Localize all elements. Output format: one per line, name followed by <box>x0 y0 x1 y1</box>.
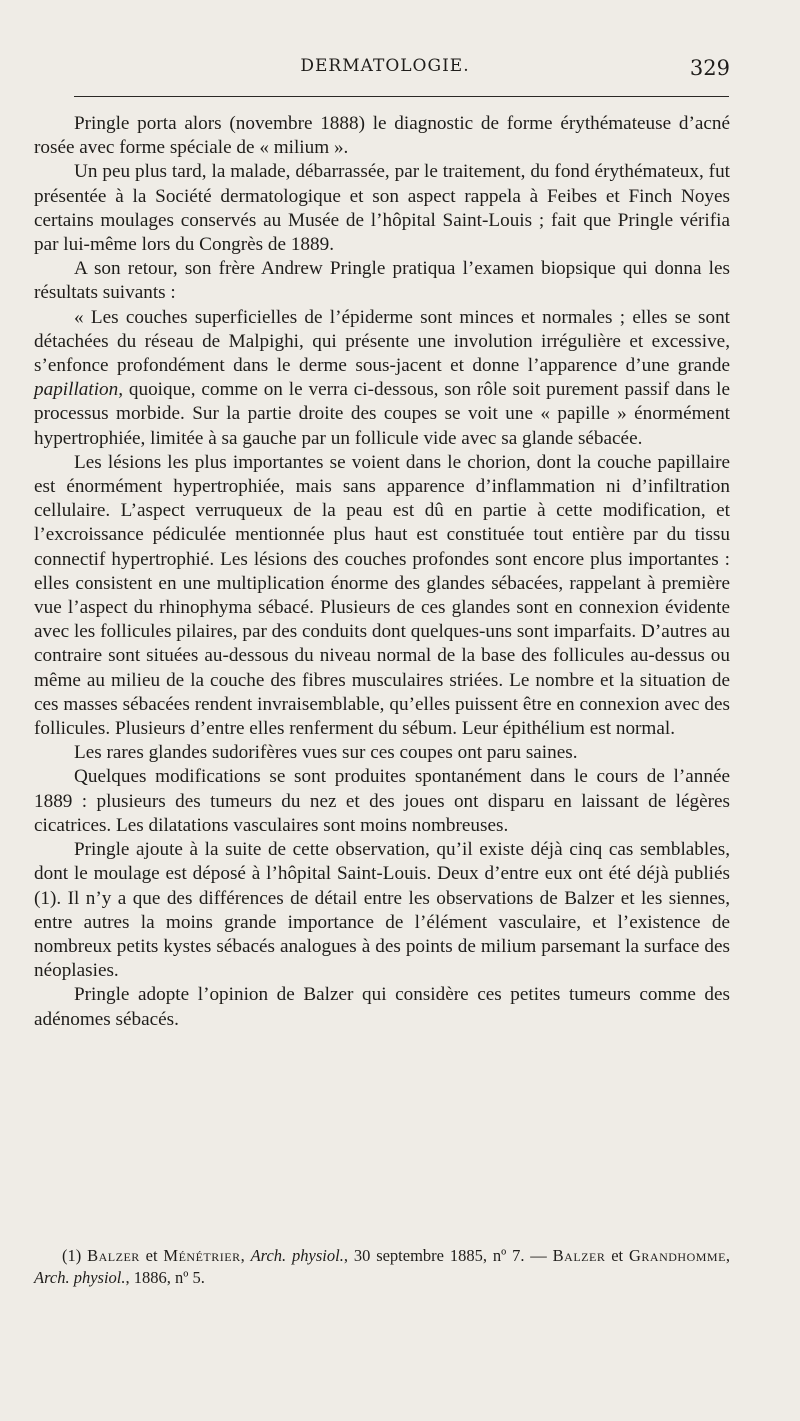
footnote-journal: Arch. physiol. <box>34 1268 126 1287</box>
paragraph-7: Quelques modifications se sont produites spontanément dans le cours de l’année 1889 : plusieurs des tumeurs du nez et des joues ont disparu en laissant de légères cicatrices. Les dilatations vasculaires sont moins nombreuses. <box>34 766 730 836</box>
page-header <box>40 56 730 86</box>
footnote-marker: (1) <box>62 1246 88 1265</box>
running-title: DERMATOLOGIE. <box>300 56 470 76</box>
body-text <box>34 112 730 1032</box>
footnote-journal: Arch. physiol. <box>250 1246 344 1265</box>
footnote-conjunction: et <box>605 1246 629 1265</box>
footnote-conjunction: et <box>139 1246 164 1265</box>
footnote-date: , 30 septembre 1885, nº 7. — <box>343 1246 553 1265</box>
footnote-author: Ménétrier <box>163 1246 241 1265</box>
paragraph-4-end: quoique, comme on le verra ci-dessous, son rôle soit purement passif dans le processus morbide. Sur la partie droite des coupes se voit une « papille » énormément hypertrophiée, limitée à sa gauche par un follicule vide avec sa glande sébacée. <box>34 379 730 449</box>
paragraph-5: Les lésions les plus importantes se voient dans le chorion, dont la couche papillaire est énormément hypertrophiée, mais sans apparence d’inflammation ni d’infiltration cellulaire. L’aspect verruqueux de la peau est dû en partie à cette modification, et l’excroissance pédiculée mentionnée plus haut est constituée tout entière par du tissu connectif hypertrophié. Les lésions des couches profondes sont encore plus importantes : elles consistent en une multiplication énorme des glandes sébacées, rappelant à première vue l’aspect du rhinophyma sébacé. Plusieurs de ces glandes sont en connexion évidente avec les follicules pilaires, par des conduits dont quelques-uns sont imparfaits. D’autres au contraire sont situées au-dessous du niveau normal de la base des follicules au-dessus ou même au milieu de la couche des fibres musculaires striées. Le nombre et la situation de ces masses sébacées rendent invraisemblable, qu’elles puissent être en connexion avec des follicules. Plusieurs d’entre elles renferment du sébum. Leur épithélium est normal. <box>34 451 730 740</box>
paragraph-2: Un peu plus tard, la malade, débarrassée, par le traitement, du fond érythémateux, fut présentée à la Société dermatologique et son aspect rappela à Feibes et Finch Noyes certains moulages conservés au Musée de l’hôpital Saint-Louis ; fait que Pringle vérifia par lui-même lors du Congrès de 1889. <box>34 161 730 256</box>
header-rule <box>74 96 729 97</box>
paragraph-9: Pringle adopte l’opinion de Balzer qui considère ces petites tumeurs comme des adénomes sébacés. <box>34 984 730 1030</box>
footnote-separator: , <box>725 1246 731 1265</box>
footnote-separator: , <box>240 1246 251 1265</box>
paragraph-4-start: « Les couches superficielles de l’épiderme sont minces et normales ; elles se sont détachées du réseau de Malpighi, qui présente une involution irrégulière et excessive, s’enfonce profondément dans le derme sous-jacent et donne l’apparence d’une grande <box>34 306 730 377</box>
paragraph-3: A son retour, son frère Andrew Pringle pratiqua l’examen biopsique qui donna les résultats suivants : <box>34 258 730 304</box>
footnote-author: Grandhomme <box>628 1246 726 1265</box>
footnote-text <box>34 1245 730 1289</box>
footnote-author: Balzer <box>87 1246 140 1265</box>
footnote-date: , 1886, nº 5. <box>125 1268 205 1287</box>
footnote <box>34 1245 730 1289</box>
paragraph-4-emphasis: papillation, <box>34 379 124 401</box>
paragraph-4 <box>34 306 730 451</box>
paragraph-6: Les rares glandes sudorifères vues sur ces coupes ont paru saines. <box>74 742 578 764</box>
footnote-author: Balzer <box>552 1246 606 1265</box>
paragraph-8: Pringle ajoute à la suite de cette observation, qu’il existe déjà cinq cas semblables, dont le moulage est déposé à l’hôpital Saint-Louis. Deux d’entre eux ont été déjà publiés (1). Il n’y a que des différences de détail entre les observations de Balzer et les siennes, entre autres la moins grande importance de l’élément vasculaire, et l’existence de nombreux petits kystes sébacés analogues à des points de milium parsemant la surface des néoplasies. <box>34 839 730 982</box>
page-number: 329 <box>689 56 730 80</box>
paragraph-1: Pringle porta alors (novembre 1888) le diagnostic de forme érythémateuse d’acné rosée avec forme spéciale de « milium ». <box>34 113 730 159</box>
